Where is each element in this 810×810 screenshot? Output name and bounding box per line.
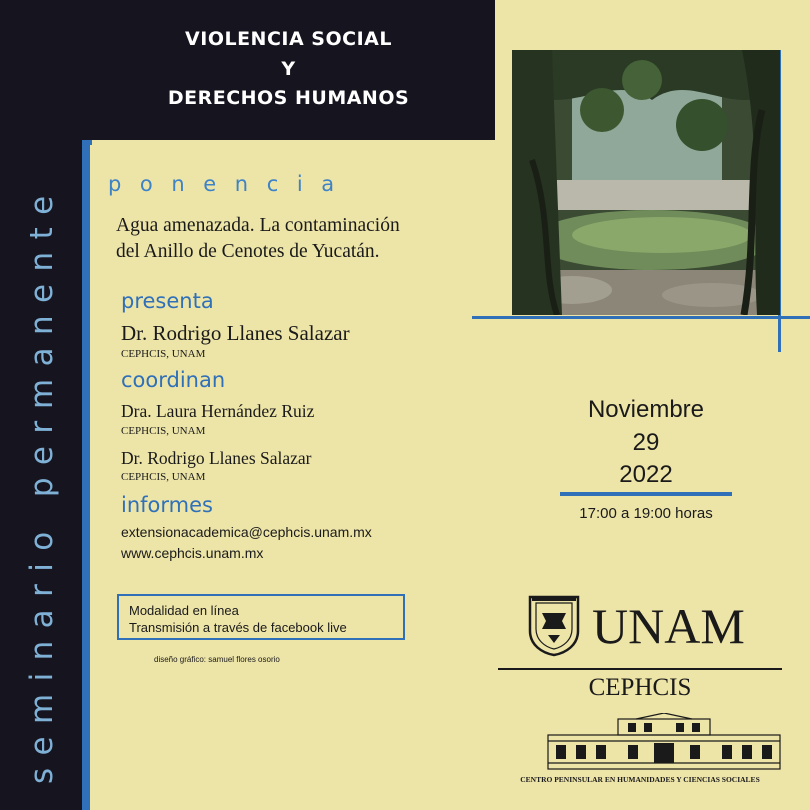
left-blue-notch [90, 140, 92, 145]
event-month: Noviembre [587, 396, 705, 423]
talk-title-line2: del Anillo de Cenotes de Yucatán. [116, 241, 380, 262]
talk-title [116, 213, 506, 265]
coordinator-name: Dra. Laura Hernández Ruiz [121, 401, 315, 421]
contact-email[interactable]: extensionacademica@cephcis.unam.mx [121, 524, 372, 540]
contact-website[interactable]: www.cephcis.unam.mx [121, 545, 264, 561]
design-credit: diseño gráfico: samuel flores osorio [154, 655, 280, 664]
logo-divider [498, 668, 782, 670]
centro-full-name: CENTRO PENINSULAR EN HUMANIDADES Y CIENCIAS SOCIALES [520, 775, 760, 784]
ponencia-label: ponencia [108, 172, 353, 196]
coordinator-name: Dr. Rodrigo Llanes Salazar [121, 448, 312, 468]
header-block [82, 0, 495, 140]
photo-blue-hline [472, 316, 810, 319]
coordinan-label: coordinan [121, 368, 226, 392]
modality-line2: Transmisión a través de facebook live [129, 620, 347, 635]
header-title-line3: DERECHOS HUMANOS [167, 87, 410, 109]
presenta-label: presenta [121, 289, 214, 313]
cenote-photo [512, 50, 780, 315]
left-blue-accent [82, 140, 90, 810]
header-title-line2: Y [281, 58, 296, 80]
date-underline [560, 492, 732, 496]
coordinator-institution: CEPHCIS, UNAM [121, 425, 206, 437]
building-icon [546, 713, 782, 771]
event-year: 2022 [619, 461, 673, 488]
cephcis-wordmark: CEPHCIS [588, 674, 692, 701]
event-hours: 17:00 a 19:00 horas [579, 505, 713, 522]
event-day: 29 [632, 429, 660, 456]
coordinator-institution: CEPHCIS, UNAM [121, 471, 206, 483]
presenter-name: Dr. Rodrigo Llanes Salazar [121, 321, 350, 345]
seminar-vertical-title: seminario permanente [24, 183, 60, 784]
modality-line1: Modalidad en línea [129, 603, 239, 618]
unam-wordmark: UNAM [592, 598, 745, 654]
sidebar [0, 0, 82, 810]
talk-title-line1: Agua amenazada. La contaminación [116, 215, 400, 236]
modality-box [117, 594, 405, 640]
informes-label: informes [121, 493, 213, 517]
presenter-institution: CEPHCIS, UNAM [121, 348, 206, 360]
header-title-line1: VIOLENCIA SOCIAL [185, 28, 392, 50]
unam-shield-icon [526, 595, 582, 657]
